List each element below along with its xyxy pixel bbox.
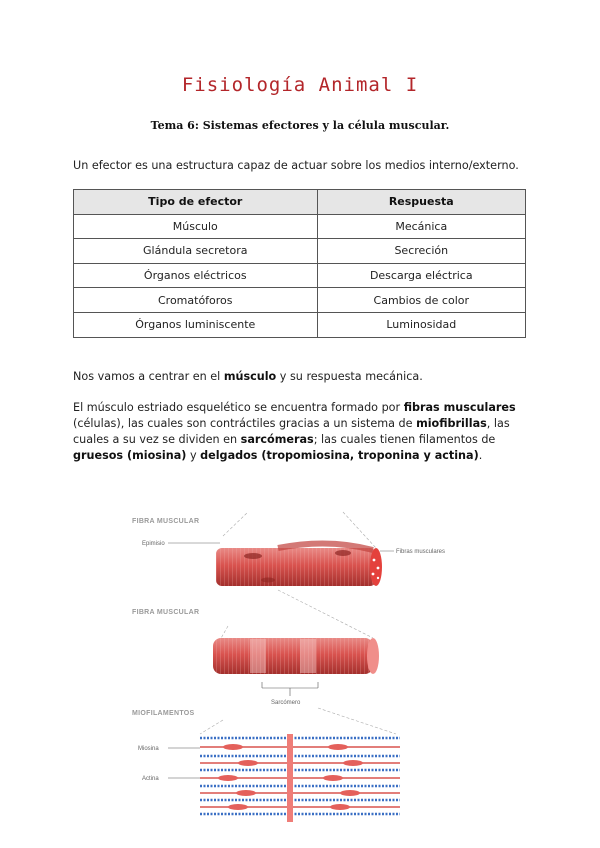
bold-term-fibers: fibras musculares	[403, 401, 516, 414]
table-row	[74, 312, 526, 337]
table-cell: Secreción	[317, 239, 525, 264]
table-cell: Luminosidad	[317, 312, 525, 337]
bold-term-thin-filaments: delgados (tropomiosina, troponina y actina)	[200, 449, 479, 462]
bold-term-myofibrils: miofibrillas	[416, 417, 487, 430]
text-span: .	[478, 449, 483, 462]
sarcomere-filaments	[200, 734, 400, 822]
label-fiber-top: FIBRA MUSCULAR	[132, 518, 200, 525]
table-header-row	[74, 190, 526, 215]
muscle-fiber-bundle	[216, 543, 382, 586]
zoom-guide-line	[278, 590, 373, 638]
label-epimysium: Epimisio	[142, 541, 165, 547]
label-muscle-fibers: Fibras musculares	[396, 549, 446, 555]
label-myofilaments: MIOFILAMENTOS	[132, 710, 195, 717]
label-sarcomere: Sarcómero	[271, 700, 301, 706]
text-span: y	[186, 449, 201, 462]
table-cell: Cromatóforos	[74, 288, 318, 313]
table-cell: Descarga eléctrica	[317, 263, 525, 288]
text-span: y su respuesta mecánica.	[276, 370, 423, 383]
text-span: , las cuales a su vez se dividen en	[73, 417, 510, 446]
focus-paragraph	[73, 369, 533, 385]
zoom-guide-line	[318, 708, 396, 734]
table-cell: Glándula secretora	[74, 239, 318, 264]
zoom-guide-line	[223, 512, 248, 536]
page-title: Fisiología Animal I	[181, 74, 419, 96]
label-fiber-middle: FIBRA MUSCULAR	[132, 609, 200, 616]
muscle-structure-figure	[128, 508, 446, 828]
label-actin: Actina	[142, 776, 159, 782]
m-line	[287, 734, 293, 822]
table-cell: Mecánica	[317, 214, 525, 239]
table-cell: Órganos luminiscente	[74, 312, 318, 337]
table-cell: Músculo	[74, 214, 318, 239]
table-row	[74, 214, 526, 239]
text-span: El músculo estriado esquelético se encuentra formado por	[73, 401, 404, 414]
text-span: Nos vamos a centrar en el	[73, 370, 224, 383]
structure-paragraph	[73, 400, 533, 464]
effector-table	[73, 189, 526, 338]
page-subtitle: Tema 6: Sistemas efectores y la célula muscular.	[150, 119, 450, 132]
table-cell: Órganos eléctricos	[74, 263, 318, 288]
table-row	[74, 288, 526, 313]
intro-paragraph: Un efector es una estructura capaz de actuar sobre los medios interno/externo.	[73, 159, 519, 172]
column-header-response: Respuesta	[317, 190, 525, 215]
table-cell: Cambios de color	[317, 288, 525, 313]
bold-term-thick-filaments: gruesos (miosina)	[73, 449, 187, 462]
column-header-effector-type: Tipo de efector	[74, 190, 318, 215]
myofibril-bundle	[213, 638, 379, 674]
label-myosin: Miosina	[138, 746, 159, 752]
table-row	[74, 239, 526, 264]
text-span: ; las cuales tienen filamentos de	[313, 433, 496, 446]
bold-term-sarcomeres: sarcómeras	[240, 433, 314, 446]
bold-term-muscle: músculo	[223, 370, 277, 383]
zoom-guide-line	[200, 720, 223, 734]
zoom-guide-line	[220, 626, 228, 640]
table-row	[74, 263, 526, 288]
text-span: (células), las cuales son contráctiles gracias a un sistema de	[73, 417, 417, 430]
